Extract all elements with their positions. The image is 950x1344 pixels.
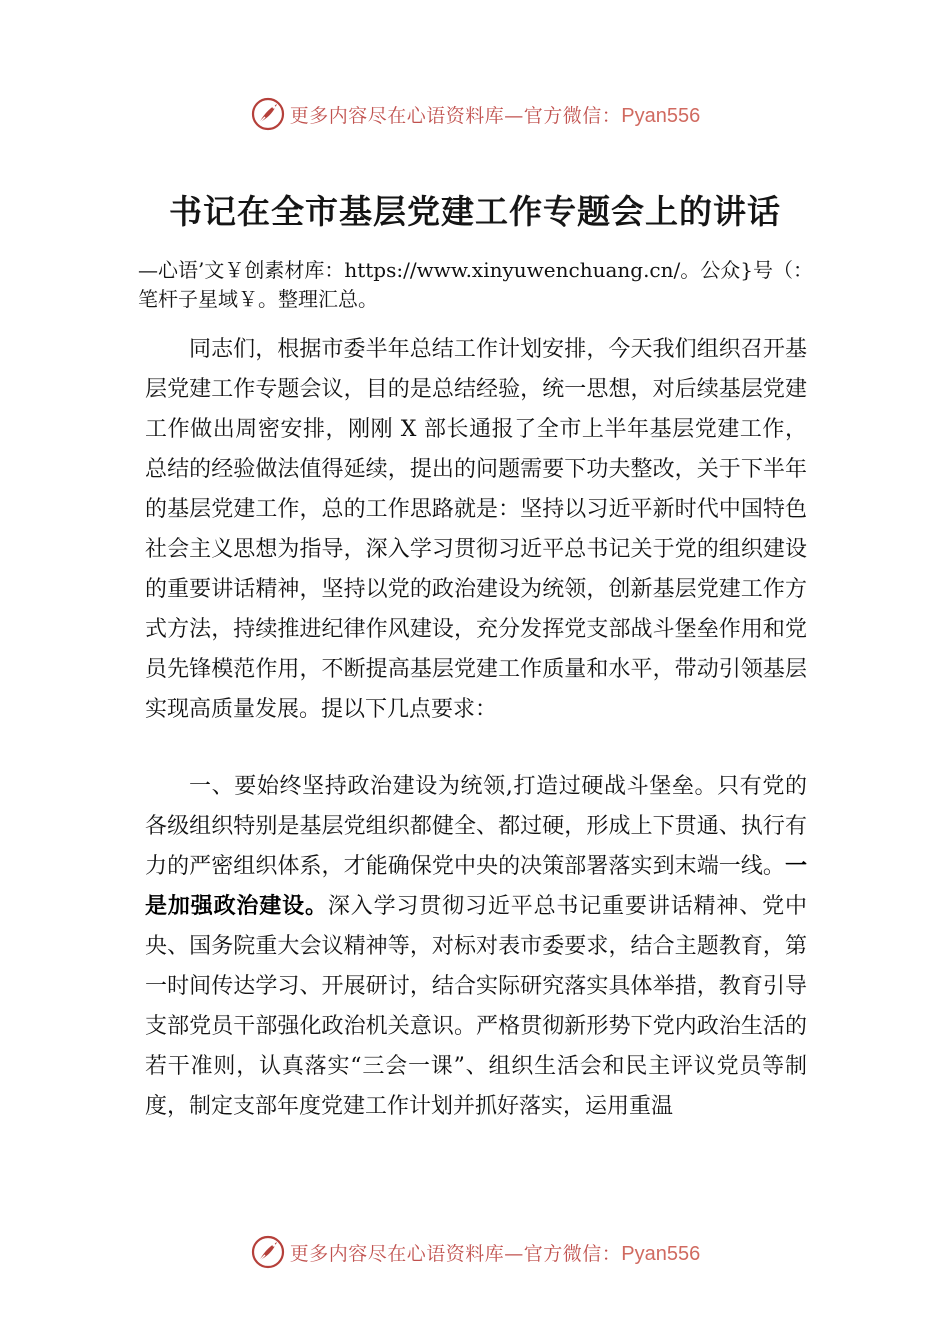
quill-logo-icon <box>250 1234 286 1270</box>
footer-banner-wechat-id: Pyan556 <box>621 1242 701 1265</box>
header-banner <box>0 92 950 136</box>
footer-banner <box>0 1230 950 1274</box>
paragraph-1: 同志们，根据市委半年总结工作计划安排，今天我们组织召开基层党建工作专题会议，目的是总结经验，统一思想，对后续基层党建工作做出周密安排，刚刚 X 部长通报了全市上半年基层党建工作，总结的经验做法值得延续，提出的问题需要下功夫整改，关于下半年的基层党建工作，总的工作思路就是：坚持以习近平新时代中国特色社会主义思想为指导，深入学习贯彻习近平总书记关于党的组织建设的重要讲话精神，坚持以党的政治建设为统领，创新基层党建工作方式方法，持续推进纪律作风建设，充分发挥党支部战斗堡垒作用和党员先锋模范作用，不断提高基层党建工作质量和水平，带动引领基层实现高质量发展。提以下几点要求： <box>145 337 807 722</box>
header-banner-wechat-id: Pyan556 <box>621 104 701 127</box>
paragraph-2 <box>145 767 807 1127</box>
paragraph-2-bold-heading: 一是加强政治建设。 <box>145 854 807 919</box>
footer-banner-text <box>290 1239 700 1266</box>
footer-banner-cn: 更多内容尽在心语资料库—官方微信： <box>289 1242 622 1265</box>
header-banner-cn: 更多内容尽在心语资料库—官方微信： <box>289 104 622 127</box>
quill-logo-icon <box>250 96 286 132</box>
paragraph-2-rest: 深入学习贯彻习近平总书记重要讲话精神、党中央、国务院重大会议精神等，对标对表市委要求，结合主题教育，第一时间传达学习、开展研讨，结合实际研究落实具体举措，教育引导支部党员干部强化政治机关意识。严格贯彻新形势下党内政治生活的若干准则，认真落实“三会一课”、组织生活会和民主评议党员等制度，制定支部年度党建工作计划并抓好落实，运用重温 <box>145 894 807 1119</box>
paragraph-2-lead: 一、要始终坚持政治建设为统领,打造过硬战斗堡垒。只有党的各级组织特别是基层党组织都健全、都过硬，形成上下贯通、执行有力的严密组织体系，才能确保党中央的决策部署落实到末端一线。 <box>145 774 807 879</box>
header-banner-text <box>290 101 700 128</box>
document-title: 书记在全市基层党建工作专题会上的讲话 <box>169 192 781 231</box>
source-line: —心语’文￥创素材库：https://www.xinyuwenchuang.cn/。公众}号（：笔杆子星域￥。整理汇总。 <box>138 258 813 311</box>
